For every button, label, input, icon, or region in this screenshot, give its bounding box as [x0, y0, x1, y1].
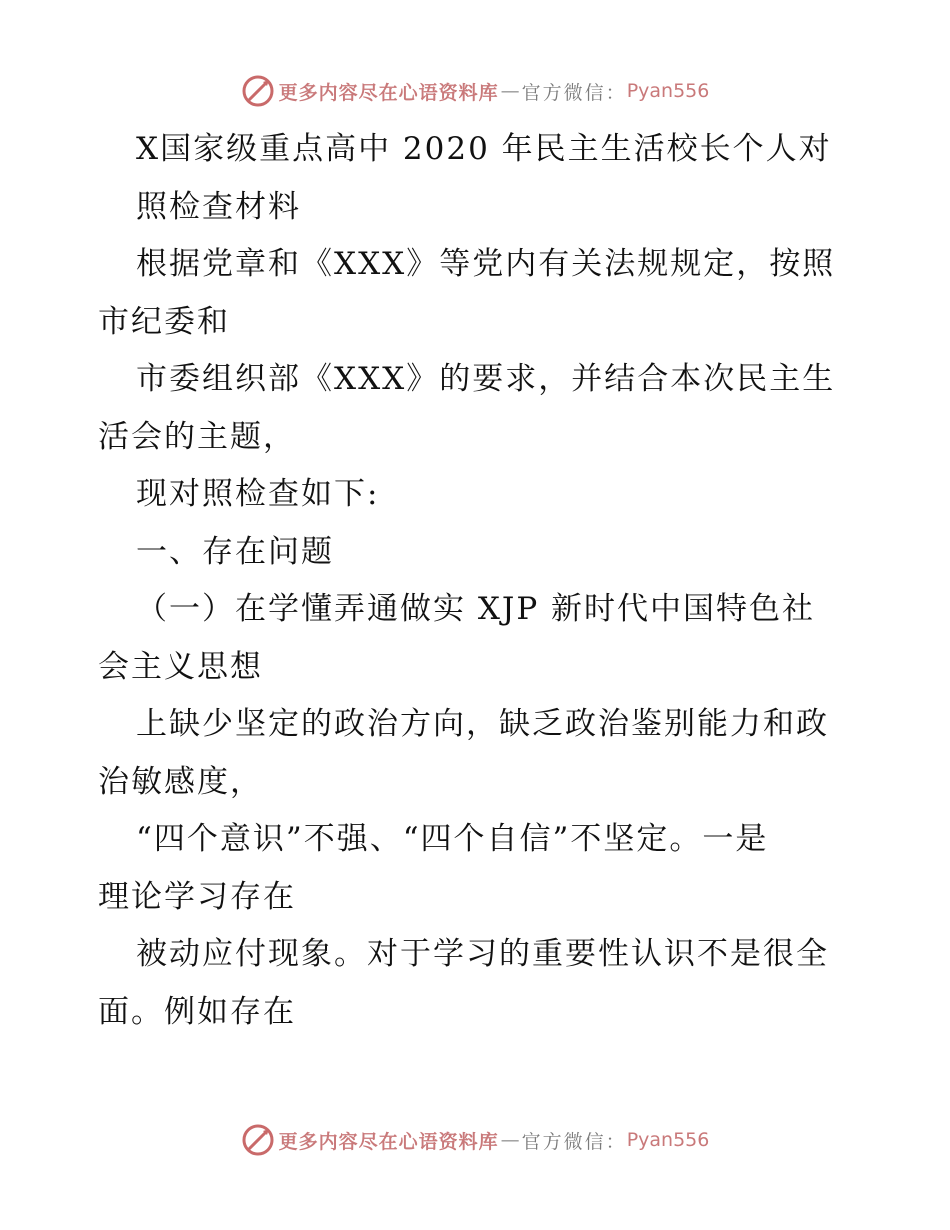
text-line: 面。例如存在 [98, 993, 296, 1030]
banner-sub-text: 官方微信： [521, 1130, 627, 1153]
document-body [98, 121, 858, 1041]
text-line: 市纪委和 [98, 303, 230, 340]
banner-dash: — [500, 80, 520, 102]
text-line: X国家级重点高中 2020 年民主生活校长个人对 [136, 131, 832, 167]
banner-wechat-id: Pyan556 [626, 80, 710, 102]
footer-banner [0, 1120, 950, 1160]
banner-main-text: 更多内容尽在心语资料库 [278, 1130, 499, 1153]
text-line: 治敏感度， [98, 763, 263, 800]
banner-main-text: 更多内容尽在心语资料库 [278, 81, 499, 104]
text-line: 根据党章和《XXX》等党内有关法规规定，按照 [136, 246, 836, 282]
text-line: 会主义思想 [98, 648, 263, 685]
banner-dash: — [500, 1129, 520, 1151]
logo-icon [241, 1123, 275, 1157]
text-line: 被动应付现象。对于学习的重要性认识不是很全 [136, 936, 829, 972]
text-line: 理论学习存在 [98, 878, 296, 915]
text-line: 活会的主题， [98, 418, 296, 455]
banner-wechat-id: Pyan556 [626, 1129, 710, 1151]
text-line: 一、存在问题 [136, 533, 334, 570]
text-line: 现对照检查如下: [136, 476, 380, 512]
header-banner [0, 71, 950, 111]
text-line: 上缺少坚定的政治方向，缺乏政治鉴别能力和政 [136, 706, 829, 742]
banner-sub-text: 官方微信： [521, 81, 627, 104]
text-line: 照检查材料 [136, 188, 301, 225]
logo-icon [241, 74, 275, 108]
text-line: （一）在学懂弄通做实 XJP 新时代中国特色社 [136, 591, 816, 627]
text-line: 市委组织部《XXX》的要求，并结合本次民主生 [136, 361, 836, 397]
text-line: “四个意识”不强、“四个自信”不坚定。一是 [136, 821, 769, 857]
